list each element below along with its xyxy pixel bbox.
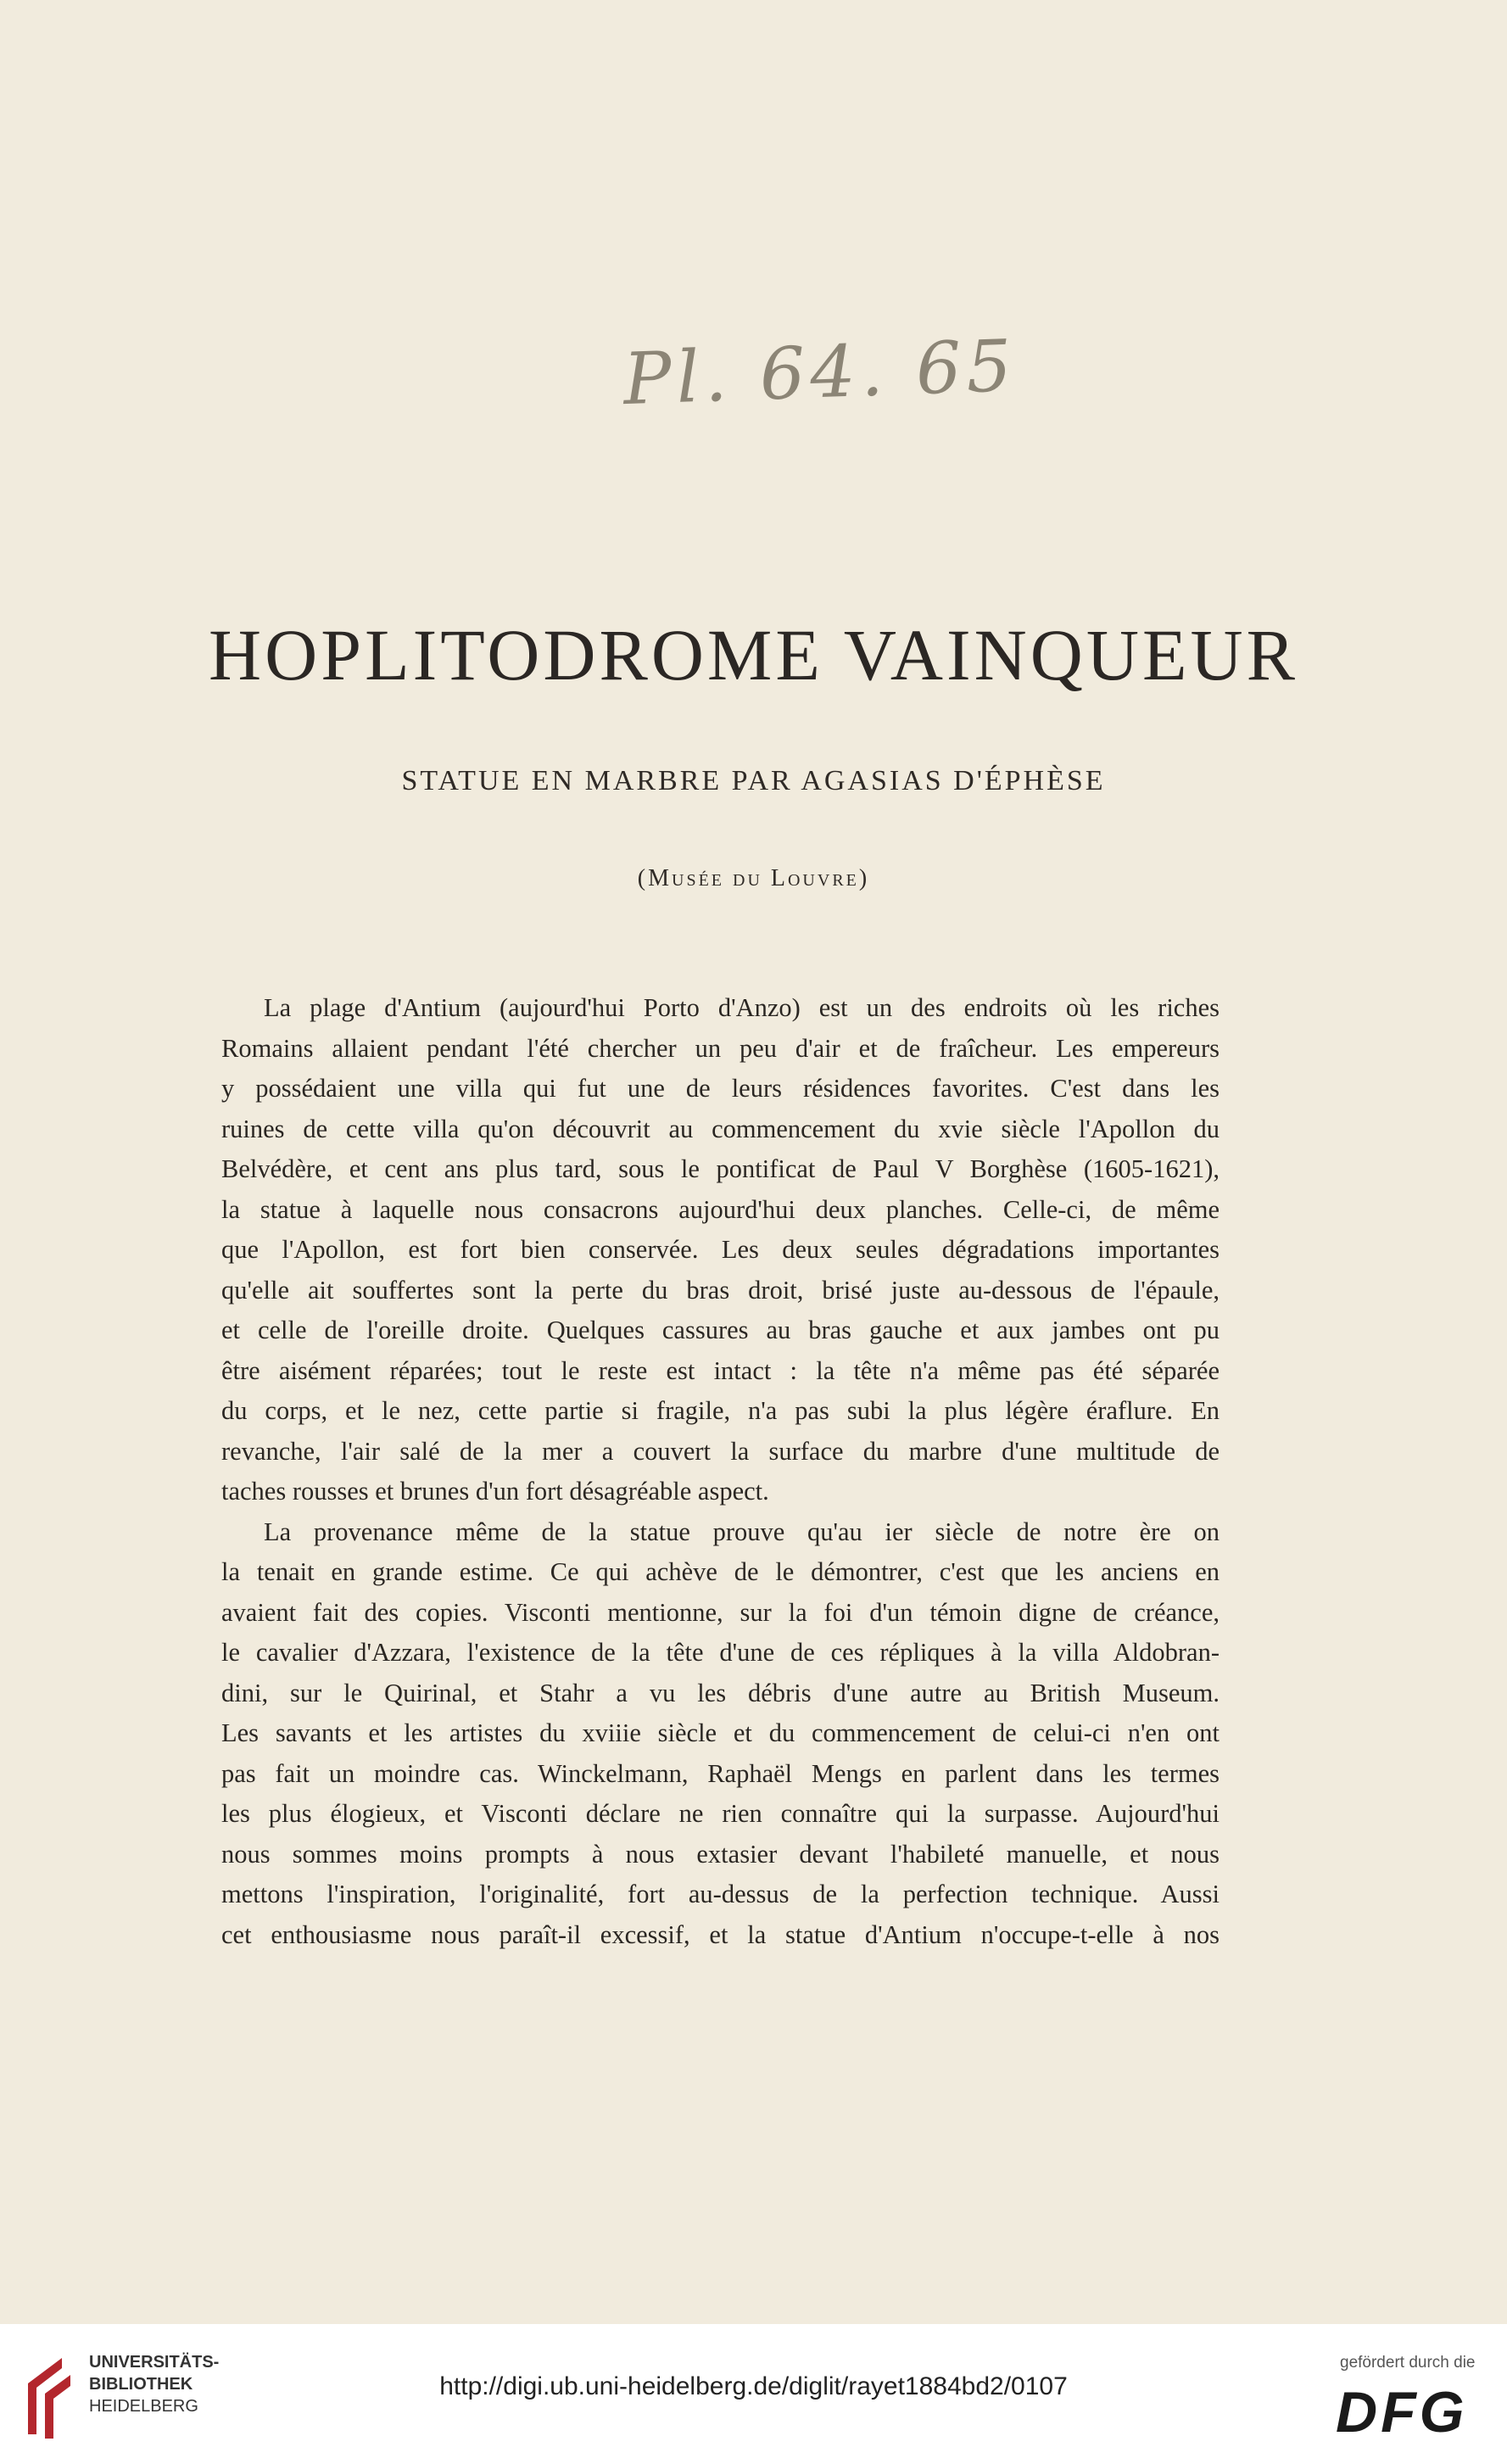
body-line: cet enthousiasme nous paraît-il excessif, et la statue d'Antium n'occupe-t-elle à nos <box>221 1919 1220 1949</box>
body-line: que l'Apollon, est fort bien conservée. Les deux seules dégradations importantes <box>221 1235 1220 1264</box>
body-line: être aisément réparées; tout le reste est intact : la tête n'a même pas été séparée <box>221 1355 1220 1385</box>
funding-note: gefördert durch die <box>1340 2354 1476 2372</box>
permalink-url[interactable]: http://digi.ub.uni-heidelberg.de/diglit/rayet1884bd2/0107 <box>439 2372 1068 2400</box>
body-line: revanche, l'air salé de la mer a couvert la surface du marbre d'une multitude de <box>221 1436 1220 1466</box>
library-line-2: BIBLIOTHEK <box>89 2375 193 2394</box>
body-line: avaient fait des copies. Visconti mentionne, sur la foi d'un témoin digne de créance, <box>221 1597 1220 1627</box>
body-line: ruines de cette villa qu'on découvrit au commencement du xvie siècle l'Apollon du <box>221 1114 1220 1143</box>
dfg-logo: DFG <box>1336 2380 1468 2444</box>
body-line: les plus élogieux, et Visconti déclare ne rien connaître qui la surpasse. Aujourd'hui <box>221 1799 1220 1828</box>
body-line: mettons l'inspiration, l'originalité, fort au-dessus de la perfection technique. Aussi <box>221 1880 1220 1908</box>
body-line: nous sommes moins prompts à nous extasier devant l'habileté manuelle, et nous <box>221 1839 1220 1869</box>
body-line: la tenait en grande estime. Ce qui achève de le démontrer, c'est que les anciens en <box>221 1557 1220 1586</box>
body-line: la statue à laquelle nous consacrons aujourd'hui deux planches. Celle-ci, de même <box>221 1194 1220 1224</box>
article-body <box>221 988 1220 1955</box>
body-line: La plage d'Antium (aujourd'hui Porto d'Anzo) est un des endroits où les riches <box>264 993 1220 1022</box>
body-line: et celle de l'oreille droite. Quelques cassures au bras gauche et aux jambes ont pu <box>221 1316 1220 1344</box>
body-line: pas fait un moindre cas. Winckelmann, Raphaël Mengs en parlent dans les termes <box>221 1758 1220 1788</box>
body-line: dini, sur le Quirinal, et Stahr a vu les débris d'une autre au British Museum. <box>221 1678 1220 1707</box>
body-line: y possédaient une villa qui fut une de leurs résidences favorites. C'est dans les <box>221 1074 1220 1103</box>
museum-attribution: (Musée du Louvre) <box>637 865 870 891</box>
page-subtitle: STATUE EN MARBRE PAR AGASIAS D'ÉPHÈSE <box>401 765 1106 796</box>
body-line: qu'elle ait souffertes sont la perte du bras droit, brisé juste au-dessous de l'épaule, <box>221 1275 1220 1305</box>
library-line-3: HEIDELBERG <box>89 2397 198 2416</box>
body-line: le cavalier d'Azzara, l'existence de la tête d'une de ces répliques à la villa Aldobran- <box>221 1638 1220 1667</box>
body-line: taches rousses et brunes d'un fort désagréable aspect. <box>221 1477 769 1506</box>
handwritten-plate-note: Pl. 64. 65 <box>622 323 1019 422</box>
body-line: La provenance même de la statue prouve qu'au ier siècle de notre ère on <box>264 1517 1220 1546</box>
body-line: Les savants et les artistes du xviiie siècle et du commencement de celui-ci n'en ont <box>221 1718 1220 1747</box>
body-line: Romains allaient pendant l'été chercher un peu d'air et de fraîcheur. Les empereurs <box>221 1033 1220 1063</box>
page-title: HOPLITODROME VAINQUEUR <box>209 614 1298 696</box>
body-line: du corps, et le nez, cette partie si fragile, n'a pas subi la plus légère éraflure. En <box>221 1396 1220 1425</box>
library-line-1: UNIVERSITÄTS- <box>89 2353 220 2372</box>
body-line: Belvédère, et cent ans plus tard, sous le pontificat de Paul V Borghèse (1605-1621), <box>221 1154 1220 1183</box>
